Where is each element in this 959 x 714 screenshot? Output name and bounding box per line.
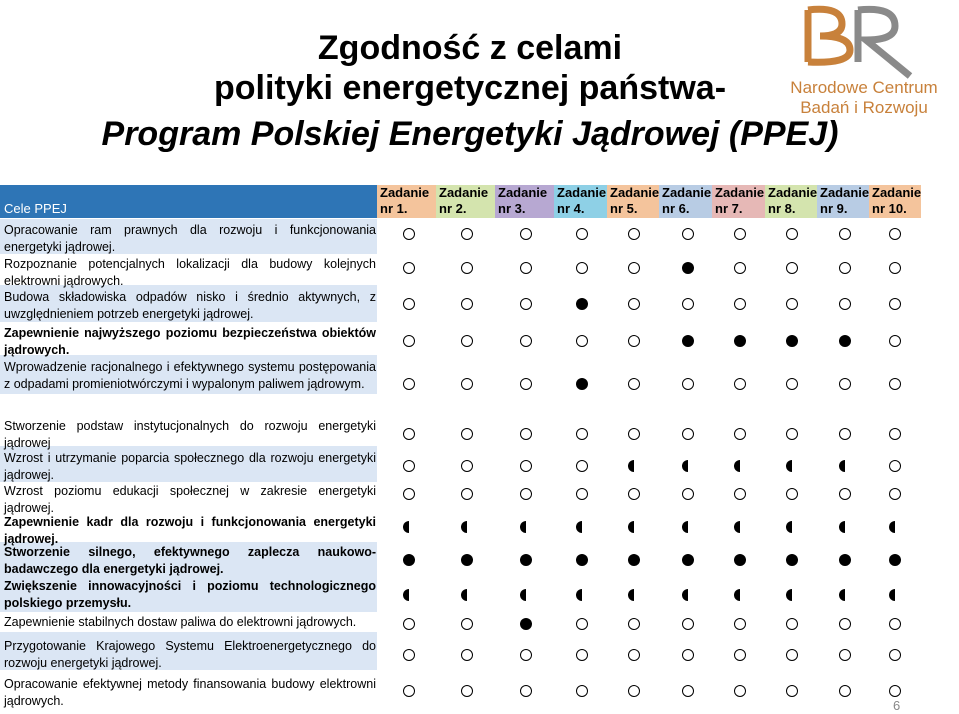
goal-row-text: Zwiększenie innowacyjności i poziomu technologicznego polskiego przemysłu. <box>4 579 376 610</box>
half-circle-icon <box>461 521 467 533</box>
empty-circle-icon <box>734 685 746 697</box>
empty-circle-icon <box>734 488 746 500</box>
half-circle-icon <box>461 589 467 601</box>
empty-circle-icon <box>734 298 746 310</box>
empty-circle-icon <box>576 685 588 697</box>
empty-circle-icon <box>889 228 901 240</box>
task-header-line-1: Zadanie <box>662 185 712 200</box>
empty-circle-icon <box>461 488 473 500</box>
empty-circle-icon <box>520 228 532 240</box>
empty-circle-icon <box>628 298 640 310</box>
page-number: 6 <box>893 698 901 713</box>
task-header-1 <box>377 185 436 218</box>
empty-circle-icon <box>889 685 901 697</box>
full-circle-icon <box>839 554 851 566</box>
task-header-line-1: Zadanie <box>380 185 430 200</box>
task-header-line-2: nr 6. <box>662 201 690 216</box>
empty-circle-icon <box>889 618 901 630</box>
half-circle-icon <box>576 589 582 601</box>
task-header-line-2: nr 2. <box>439 201 467 216</box>
task-header-line-2: nr 3. <box>498 201 526 216</box>
empty-circle-icon <box>682 298 694 310</box>
half-circle-icon <box>734 521 740 533</box>
empty-circle-icon <box>839 228 851 240</box>
task-header-line-2: nr 4. <box>557 201 585 216</box>
empty-circle-icon <box>786 262 798 274</box>
empty-circle-icon <box>682 488 694 500</box>
empty-circle-icon <box>628 618 640 630</box>
empty-circle-icon <box>461 378 473 390</box>
empty-circle-icon <box>734 428 746 440</box>
task-header-5 <box>607 185 659 218</box>
empty-circle-icon <box>889 378 901 390</box>
task-header-line-1: Zadanie <box>820 185 870 200</box>
goal-row-text: Wzrost poziomu edukacji społecznej w zakresie energetyki jądrowej. <box>4 484 376 515</box>
full-circle-icon <box>734 554 746 566</box>
full-circle-icon <box>520 618 532 630</box>
empty-circle-icon <box>520 378 532 390</box>
empty-circle-icon <box>889 262 901 274</box>
full-circle-icon <box>682 335 694 347</box>
empty-circle-icon <box>576 228 588 240</box>
goal-row-text: Budowa składowiska odpadów nisko i średnio aktywnych, z uwzględnieniem potrzeb energetyki jądrowej. <box>4 290 376 321</box>
task-header-line-1: Zadanie <box>768 185 818 200</box>
empty-circle-icon <box>403 488 415 500</box>
half-circle-icon <box>520 521 526 533</box>
goals-header-label: Cele PPEJ <box>4 201 67 216</box>
task-header-line-1: Zadanie <box>439 185 489 200</box>
empty-circle-icon <box>520 298 532 310</box>
half-circle-icon <box>889 589 895 601</box>
empty-circle-icon <box>628 378 640 390</box>
task-header-line-1: Zadanie <box>557 185 607 200</box>
task-header-line-2: nr 10. <box>872 201 907 216</box>
empty-circle-icon <box>628 335 640 347</box>
empty-circle-icon <box>576 428 588 440</box>
half-circle-icon <box>403 521 409 533</box>
goals-header-cell <box>0 185 377 218</box>
goal-row-text: Zapewnienie stabilnych dostaw paliwa do elektrowni jądrowych. <box>4 615 357 629</box>
empty-circle-icon <box>628 262 640 274</box>
empty-circle-icon <box>461 428 473 440</box>
task-header-line-1: Zadanie <box>498 185 548 200</box>
full-circle-icon <box>786 335 798 347</box>
empty-circle-icon <box>682 428 694 440</box>
empty-circle-icon <box>734 618 746 630</box>
empty-circle-icon <box>889 335 901 347</box>
half-circle-icon <box>786 589 792 601</box>
half-circle-icon <box>628 460 634 472</box>
goal-row-text: Stworzenie podstaw instytucjonalnych do rozwoju energetyki jądrowej <box>4 419 376 450</box>
full-circle-icon <box>628 554 640 566</box>
full-circle-icon <box>576 298 588 310</box>
empty-circle-icon <box>403 228 415 240</box>
empty-circle-icon <box>786 228 798 240</box>
task-header-7 <box>712 185 765 218</box>
full-circle-icon <box>520 554 532 566</box>
logo-text <box>774 78 954 118</box>
half-circle-icon <box>576 521 582 533</box>
empty-circle-icon <box>576 335 588 347</box>
empty-circle-icon <box>839 428 851 440</box>
empty-circle-icon <box>734 262 746 274</box>
empty-circle-icon <box>786 488 798 500</box>
half-circle-icon <box>628 521 634 533</box>
full-circle-icon <box>576 554 588 566</box>
empty-circle-icon <box>889 298 901 310</box>
task-header-line-2: nr 5. <box>610 201 638 216</box>
empty-circle-icon <box>839 685 851 697</box>
empty-circle-icon <box>889 649 901 661</box>
half-circle-icon <box>786 460 792 472</box>
empty-circle-icon <box>520 262 532 274</box>
empty-circle-icon <box>734 228 746 240</box>
empty-circle-icon <box>889 428 901 440</box>
task-header-line-2: nr 7. <box>715 201 743 216</box>
empty-circle-icon <box>576 488 588 500</box>
task-header-line-1: Zadanie <box>872 185 922 200</box>
goal-row-text: Opracowanie ram prawnych dla rozwoju i funkcjonowania energetyki jądrowej. <box>4 223 376 254</box>
task-header-line-1: Zadanie <box>715 185 765 200</box>
empty-circle-icon <box>403 262 415 274</box>
half-circle-icon <box>682 460 688 472</box>
task-header-line-1: Zadanie <box>610 185 660 200</box>
goal-row-text: Rozpoznanie potencjalnych lokalizacji dla budowy kolejnych elektrowni jądrowych. <box>4 257 376 288</box>
task-header-line-2: nr 9. <box>820 201 848 216</box>
empty-circle-icon <box>403 685 415 697</box>
task-header-8 <box>765 185 817 218</box>
empty-circle-icon <box>576 262 588 274</box>
empty-circle-icon <box>520 685 532 697</box>
empty-circle-icon <box>839 378 851 390</box>
empty-circle-icon <box>403 335 415 347</box>
empty-circle-icon <box>520 460 532 472</box>
half-circle-icon <box>734 460 740 472</box>
empty-circle-icon <box>403 428 415 440</box>
half-circle-icon <box>839 460 845 472</box>
empty-circle-icon <box>628 685 640 697</box>
empty-circle-icon <box>734 378 746 390</box>
full-circle-icon <box>576 378 588 390</box>
logo-line-2: Badań i Rozwoju <box>800 98 928 117</box>
empty-circle-icon <box>889 460 901 472</box>
empty-circle-icon <box>403 460 415 472</box>
empty-circle-icon <box>461 685 473 697</box>
empty-circle-icon <box>786 298 798 310</box>
empty-circle-icon <box>461 335 473 347</box>
full-circle-icon <box>682 262 694 274</box>
empty-circle-icon <box>576 618 588 630</box>
empty-circle-icon <box>461 298 473 310</box>
empty-circle-icon <box>403 298 415 310</box>
empty-circle-icon <box>461 618 473 630</box>
task-header-6 <box>659 185 712 218</box>
full-circle-icon <box>403 554 415 566</box>
empty-circle-icon <box>839 649 851 661</box>
empty-circle-icon <box>839 298 851 310</box>
empty-circle-icon <box>889 488 901 500</box>
title-line-3: Program Polskiej Energetyki Jądrowej (PPEJ) <box>101 115 839 153</box>
empty-circle-icon <box>628 228 640 240</box>
empty-circle-icon <box>520 649 532 661</box>
empty-circle-icon <box>576 460 588 472</box>
half-circle-icon <box>682 521 688 533</box>
half-circle-icon <box>734 589 740 601</box>
half-circle-icon <box>839 589 845 601</box>
empty-circle-icon <box>682 618 694 630</box>
empty-circle-icon <box>786 378 798 390</box>
empty-circle-icon <box>628 649 640 661</box>
half-circle-icon <box>628 589 634 601</box>
goal-row-text: Stworzenie silnego, efektywnego zaplecza naukowo-badawczego dla energetyki jądrowej. <box>4 545 376 576</box>
empty-circle-icon <box>839 618 851 630</box>
empty-circle-icon <box>403 618 415 630</box>
goal-row-text: Opracowanie efektywnej metody finansowania budowy elektrowni jądrowych. <box>4 677 376 708</box>
empty-circle-icon <box>734 649 746 661</box>
goal-row-text: Zapewnienie kadr dla rozwoju i funkcjonowania energetyki jądrowej. <box>4 515 376 546</box>
goal-row-text: Przygotowanie Krajowego Systemu Elektroenergetycznego do rozwoju energetyki jądrowej. <box>4 639 376 670</box>
empty-circle-icon <box>786 618 798 630</box>
task-header-10 <box>869 185 921 218</box>
empty-circle-icon <box>682 228 694 240</box>
empty-circle-icon <box>576 649 588 661</box>
empty-circle-icon <box>461 228 473 240</box>
half-circle-icon <box>682 589 688 601</box>
full-circle-icon <box>682 554 694 566</box>
half-circle-icon <box>889 521 895 533</box>
full-circle-icon <box>461 554 473 566</box>
title-line-2: polityki energetycznej państwa- <box>213 69 727 107</box>
empty-circle-icon <box>628 428 640 440</box>
half-circle-icon <box>403 589 409 601</box>
empty-circle-icon <box>786 428 798 440</box>
empty-circle-icon <box>786 685 798 697</box>
logo-line-1: Narodowe Centrum <box>790 78 938 97</box>
empty-circle-icon <box>461 649 473 661</box>
half-circle-icon <box>520 589 526 601</box>
task-header-9 <box>817 185 869 218</box>
empty-circle-icon <box>520 335 532 347</box>
full-circle-icon <box>889 554 901 566</box>
task-header-3 <box>495 185 554 218</box>
empty-circle-icon <box>403 378 415 390</box>
empty-circle-icon <box>786 649 798 661</box>
task-header-2 <box>436 185 495 218</box>
half-circle-icon <box>839 521 845 533</box>
empty-circle-icon <box>628 488 640 500</box>
goal-row-text: Wprowadzenie racjonalnego i efektywnego systemu postępowania z odpadami promieniotwórczymi i wypalonym paliwem jądrowym. <box>4 360 376 391</box>
goal-row-text: Zapewnienie najwyższego poziomu bezpieczeństwa obiektów jądrowych. <box>4 326 376 357</box>
task-header-line-2: nr 1. <box>380 201 408 216</box>
goal-row-text: Wzrost i utrzymanie poparcia społecznego dla rozwoju energetyki jądrowej. <box>4 451 376 482</box>
empty-circle-icon <box>461 460 473 472</box>
empty-circle-icon <box>520 428 532 440</box>
empty-circle-icon <box>520 488 532 500</box>
full-circle-icon <box>786 554 798 566</box>
empty-circle-icon <box>839 262 851 274</box>
empty-circle-icon <box>682 685 694 697</box>
full-circle-icon <box>734 335 746 347</box>
task-header-4 <box>554 185 607 218</box>
empty-circle-icon <box>682 378 694 390</box>
half-circle-icon <box>786 521 792 533</box>
title-line-1: Zgodność z celami <box>317 29 623 67</box>
empty-circle-icon <box>403 649 415 661</box>
empty-circle-icon <box>461 262 473 274</box>
task-header-line-2: nr 8. <box>768 201 796 216</box>
empty-circle-icon <box>839 488 851 500</box>
empty-circle-icon <box>682 649 694 661</box>
full-circle-icon <box>839 335 851 347</box>
